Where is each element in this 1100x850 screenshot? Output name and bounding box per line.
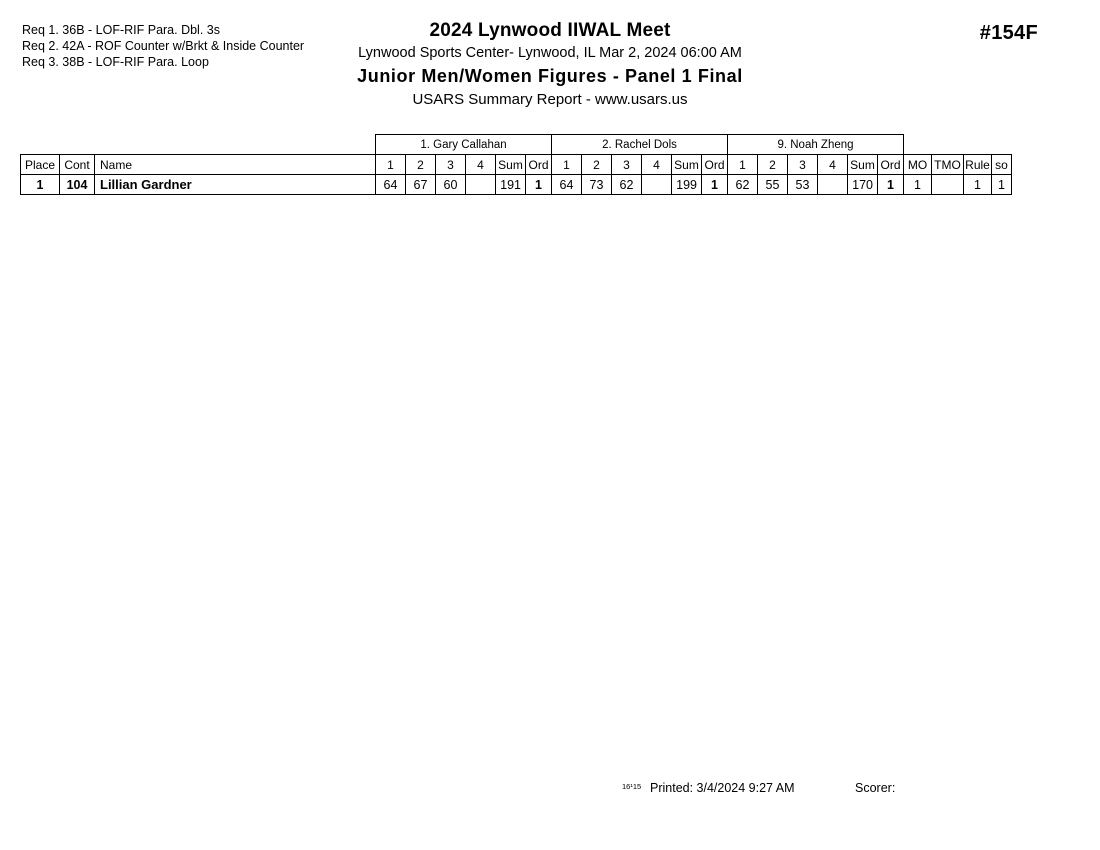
header-judge1-fig2: 2 bbox=[406, 155, 436, 175]
spacer-cell bbox=[992, 135, 1012, 155]
requirement-line: Req 1. 36B - LOF-RIF Para. Dbl. 3s bbox=[22, 23, 220, 37]
cell-judge1-fig2: 67 bbox=[406, 175, 436, 195]
header-rule: Rule bbox=[964, 155, 992, 175]
header-mo: MO bbox=[904, 155, 932, 175]
results-table bbox=[20, 134, 1012, 195]
header-judge1-fig4: 4 bbox=[466, 155, 496, 175]
spacer-cell bbox=[932, 135, 964, 155]
cell-judge3-fig3: 53 bbox=[788, 175, 818, 195]
spacer-cell bbox=[21, 135, 60, 155]
cell-rule: 1 bbox=[964, 175, 992, 195]
spacer-cell bbox=[964, 135, 992, 155]
cell-judge1-fig3: 60 bbox=[436, 175, 466, 195]
header-judge1-ord: Ord bbox=[526, 155, 552, 175]
report-header bbox=[0, 20, 1100, 110]
header-judge3-sum: Sum bbox=[848, 155, 878, 175]
cell-name: Lillian Gardner bbox=[95, 175, 376, 195]
cell-judge2-fig3: 62 bbox=[612, 175, 642, 195]
header-judge2-fig4: 4 bbox=[642, 155, 672, 175]
requirement-line: Req 2. 42A - ROF Counter w/Brkt & Inside Counter bbox=[22, 39, 305, 53]
header-judge3-fig2: 2 bbox=[758, 155, 788, 175]
header-tmo: TMO bbox=[932, 155, 964, 175]
event-title: Junior Men/Women Figures - Panel 1 Final bbox=[357, 66, 743, 86]
header-judge2-fig1: 1 bbox=[552, 155, 582, 175]
header-judge1-sum: Sum bbox=[496, 155, 526, 175]
header-judge3-fig1: 1 bbox=[728, 155, 758, 175]
report-footer bbox=[0, 780, 1100, 800]
requirement-line: Req 3. 38B - LOF-RIF Para. Loop bbox=[22, 55, 209, 69]
judge-header-row bbox=[21, 135, 1012, 155]
cell-judge1-ord: 1 bbox=[526, 175, 552, 195]
cell-judge2-fig4 bbox=[642, 175, 672, 195]
column-header-row bbox=[21, 155, 1012, 175]
cell-so: 1 bbox=[992, 175, 1012, 195]
judge-name-cell: 2. Rachel Dols bbox=[552, 135, 728, 155]
header-place: Place bbox=[21, 155, 60, 175]
scorer-label: Scorer: bbox=[855, 781, 896, 795]
header-name: Name bbox=[95, 155, 376, 175]
judge-name-cell: 9. Noah Zheng bbox=[728, 135, 904, 155]
results-table-wrapper bbox=[20, 134, 1012, 195]
header-judge1-fig3: 3 bbox=[436, 155, 466, 175]
header-cont: Cont bbox=[60, 155, 95, 175]
spacer-cell bbox=[904, 135, 932, 155]
header-judge1-fig1: 1 bbox=[376, 155, 406, 175]
printed-timestamp: Printed: 3/4/2024 9:27 AM bbox=[650, 781, 795, 795]
cell-judge3-fig4 bbox=[818, 175, 848, 195]
cell-judge1-fig4 bbox=[466, 175, 496, 195]
header-judge2-ord: Ord bbox=[702, 155, 728, 175]
spacer-cell bbox=[95, 135, 376, 155]
cell-judge2-fig2: 73 bbox=[582, 175, 612, 195]
cell-place: 1 bbox=[21, 175, 60, 195]
cell-cont: 104 bbox=[60, 175, 95, 195]
header-judge3-fig3: 3 bbox=[788, 155, 818, 175]
header-judge3-fig4: 4 bbox=[818, 155, 848, 175]
report-source-line: USARS Summary Report - www.usars.us bbox=[412, 91, 688, 108]
cell-judge1-sum: 191 bbox=[496, 175, 526, 195]
cell-judge2-sum: 199 bbox=[672, 175, 702, 195]
spacer-cell bbox=[60, 135, 95, 155]
cell-judge3-sum: 170 bbox=[848, 175, 878, 195]
cell-judge3-fig1: 62 bbox=[728, 175, 758, 195]
table-row bbox=[21, 175, 1012, 195]
event-number: #154F bbox=[979, 22, 1038, 44]
cell-judge2-fig1: 64 bbox=[552, 175, 582, 195]
header-so: so bbox=[992, 155, 1012, 175]
header-judge2-fig2: 2 bbox=[582, 155, 612, 175]
cell-judge1-fig1: 64 bbox=[376, 175, 406, 195]
cell-judge2-ord: 1 bbox=[702, 175, 728, 195]
venue-line: Lynwood Sports Center- Lynwood, IL Mar 2, 2024 06:00 AM bbox=[358, 45, 742, 61]
judge-name-cell: 1. Gary Callahan bbox=[376, 135, 552, 155]
cell-judge3-ord: 1 bbox=[878, 175, 904, 195]
cell-mo: 1 bbox=[904, 175, 932, 195]
print-code: 16¹15 bbox=[622, 782, 642, 791]
header-judge2-fig3: 3 bbox=[612, 155, 642, 175]
cell-tmo bbox=[932, 175, 964, 195]
header-judge2-sum: Sum bbox=[672, 155, 702, 175]
meet-title: 2024 Lynwood IIWAL Meet bbox=[429, 20, 671, 41]
header-judge3-ord: Ord bbox=[878, 155, 904, 175]
cell-judge3-fig2: 55 bbox=[758, 175, 788, 195]
